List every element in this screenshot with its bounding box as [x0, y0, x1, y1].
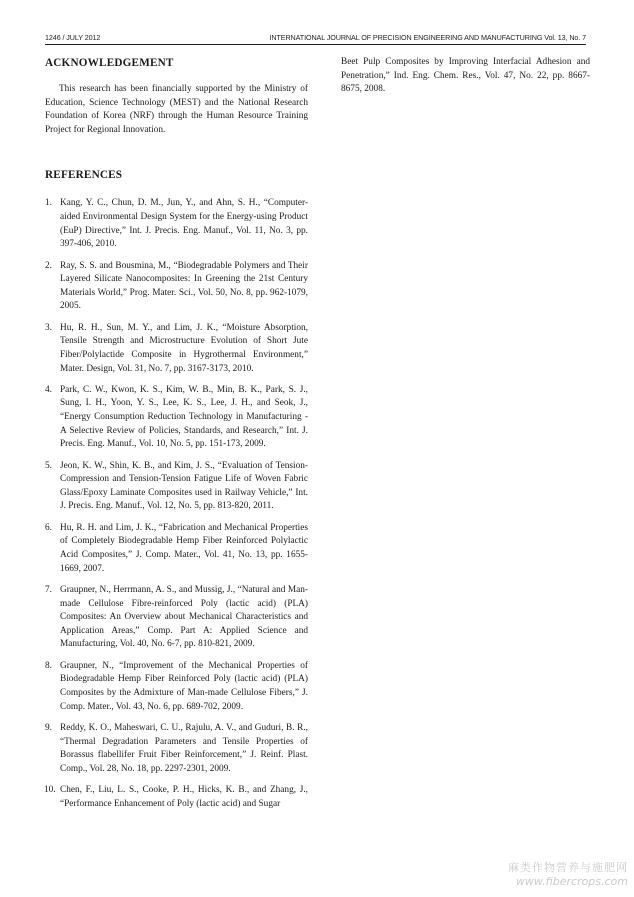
reference-item: [45, 384, 308, 452]
reference-item: [45, 322, 308, 376]
page-number-date: 1246 / JULY 2012: [45, 33, 101, 42]
right-column: [341, 56, 590, 97]
reference-item: [45, 522, 308, 576]
reference-text: Graupner, N., “Improvement of the Mechanical Properties of Biodegradable Hemp Fiber Reinforced Poly (lactic acid) (PLA) Composites by the Admixture of Man-made Cellulose Fibers,” J. Comp. Mater., Vol. 43, No. 6, pp. 689-702, 2009.: [60, 660, 308, 712]
reference-item: [45, 722, 308, 776]
reference-number: 1.: [45, 198, 52, 209]
reference-continuation: Beet Pulp Composites by Improving Interfacial Adhesion and Penetration,” Ind. Eng. Chem. Res., Vol. 47, No. 22, pp. 8667-8675, 2008.: [341, 57, 590, 95]
reference-item: [45, 660, 308, 714]
reference-number: 9.: [45, 722, 52, 733]
reference-number: 3.: [45, 322, 52, 333]
reference-text: Reddy, K. O., Maheswari, C. U., Rajulu, A. V., and Guduri, B. R., “Thermal Degradation Parameters and Tensile Properties of Borassus flabellifer Fruit Fiber Reinforcement,” J. Reinf. Plast. Comp., Vol. 28, No. 18, pp. 2297-2301, 2009.: [60, 722, 308, 774]
reference-number: 10.: [44, 785, 56, 796]
reference-number: 8.: [45, 660, 52, 671]
reference-item: [45, 784, 308, 811]
reference-text: Chen, F., Liu, L. S., Cooke, P. H., Hicks, K. B., and Zhang, J., “Performance Enhancement of Poly (lactic acid) and Sugar: [60, 785, 308, 809]
references-heading: REFERENCES: [45, 169, 123, 182]
site-watermark: [508, 861, 628, 889]
reference-text: Hu, R. H. and Lim, J. K., “Fabrication and Mechanical Properties of Completely Biodegradable Hemp Fiber Reinforced Polylactic Acid Composites,” J. Comp. Mater., Vol. 41, No. 13, pp. 1655-1669, 2007.: [60, 522, 308, 574]
watermark-site-name: 麻类作物营养与施肥网: [508, 861, 628, 874]
reference-number: 2.: [45, 260, 52, 271]
acknowledgement-heading: ACKNOWLEDGEMENT: [45, 57, 174, 69]
reference-list: [45, 197, 308, 811]
journal-name: INTERNATIONAL JOURNAL OF PRECISION ENGINEERING AND MANUFACTURING Vol. 13, No. 7: [269, 33, 586, 42]
reference-text: Jeon, K. W., Shin, K. B., and Kim, J. S., “Evaluation of Tension-Compression and Tension-Tension Fatigue Life of Woven Fabric Glass/Epoxy Laminate Composites used in Railway Vehicle,” Int. J. Precis. Eng. Manuf., Vol. 12, No. 5, pp. 813-820, 2011.: [60, 460, 308, 512]
reference-item: [45, 460, 308, 514]
reference-item: [45, 197, 308, 251]
reference-number: 7.: [45, 585, 52, 595]
reference-text: Park, C. W., Kwon, K. S., Kim, W. B., Min, B. K., Park, S. J., Sung, I. H., Yoon, Y. S., Lee, K. S., Lee, J. H., and Seok, J., “Energy Consumption Reduction Technology in Manufacturing - A Selective Review of Policies, Standards, and Research,” Int. J. Precis. Eng. Manuf., Vol. 10, No. 5, pp. 151-173, 2009.: [60, 384, 308, 450]
reference-text: Ray, S. S. and Bousmina, M., “Biodegradable Polymers and Their Layered Silicate Nanocomposites: In Greening the 21st Century Materials World,” Prog. Mater. Sci., Vol. 50, No. 8, pp. 962-1079, 2005.: [60, 260, 308, 312]
reference-number: 6.: [45, 522, 52, 533]
left-column: [45, 56, 308, 819]
acknowledgement-text: This research has been financially supported by the Ministry of Education, Science Technology (MEST) and the National Research Foundation of Korea (NRF) through the Human Resource Training Project for Regional Innovation.: [45, 84, 308, 135]
reference-text: Kang, Y. C., Chun, D. M., Jun, Y., and Ahn, S. H., “Computer-aided Environmental Design System for the Energy-using Product (EuP) Directive,” Int. J. Precis. Eng. Manuf., Vol. 11, No. 3, pp. 397-406, 2010.: [60, 198, 308, 250]
watermark-url: www.fibercrops.com: [515, 875, 628, 888]
reference-text: Graupner, N., Herrmann, A. S., and Mussig, J., “Natural and Man-made Cellulose Fibre-reinforced Poly (lactic acid) (PLA) Composites: An Overview about Mechanical Characteristics and Application Areas,” Comp. Part A: Applied Science and Manufacturing, Vol. 40, No. 6-7, pp. 810-821, 2009.: [60, 585, 308, 650]
reference-item: [45, 584, 308, 652]
reference-number: 5.: [45, 460, 52, 471]
reference-item: [45, 260, 308, 314]
reference-text: Hu, R. H., Sun, M. Y., and Lim, J. K., “Moisture Absorption, Tensile Strength and Microstructure Evolution of Short Jute Fiber/Polylactide Composite in Hygrothermal Environment,” Mater. Design, Vol. 31, No. 7, pp. 3167-3173, 2010.: [60, 322, 308, 374]
reference-number: 4.: [45, 384, 52, 395]
running-header: [45, 32, 586, 45]
